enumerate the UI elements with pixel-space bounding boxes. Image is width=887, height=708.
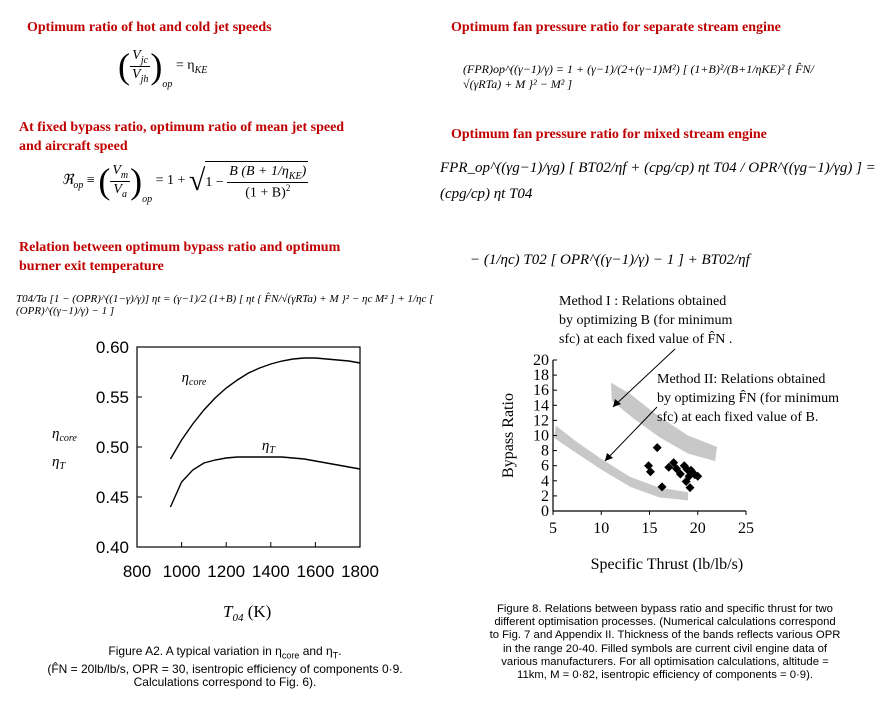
y-tick-label: 2 (541, 487, 549, 505)
caption-line: Calculations correspond to Fig. 6). (133, 675, 317, 690)
heading-optimum-jet-speed-ratio: Optimum ratio of hot and cold jet speeds (27, 20, 272, 35)
y-tick-label: 0.60 (95, 338, 129, 357)
annotation-method1: sfc) at each fixed value of F̂N . (559, 332, 733, 347)
figure-8-caption (450, 603, 880, 682)
eq-superscript: 2 (285, 182, 291, 193)
equation-bypass-burner: T04/Ta [1 − (OPR)^((1−γ)/γ)] ηt = (γ−1)/2 (1+B) [ ηt { F̂N/√(γRTa) + M }² − ηc M² ] + 1/ηc [ (OPR)^((γ−1)/γ) − 1 ] (16, 293, 434, 317)
caption-line: Figure A2. A typical variation in $\eta_{core}$ and $\eta_T$. (108, 644, 342, 661)
eq-text: ) (301, 163, 307, 179)
heading-separate-stream-fpr: Optimum fan pressure ratio for separate stream engine (451, 20, 781, 35)
equation-mixed-stream-fpr (440, 155, 880, 273)
caption-subscript: T (332, 650, 339, 661)
efficiency-chart (0, 325, 440, 635)
equation-jet-speed-ratio: ( $\frac{V_{jc}}{V_{jh}}$ )$_{op} = \eta_{KE}$ (118, 46, 208, 91)
annotation-method2: sfc) at each fixed value of B. (657, 410, 819, 425)
x-tick-label: 20 (689, 520, 706, 537)
x-tick-label: 1800 (341, 562, 379, 581)
caption-line: various manufacturers. For all optimisation calculations, altitude = (501, 655, 829, 668)
y-tick-label: 10 (533, 427, 549, 445)
eq-symbol: V (113, 181, 122, 197)
annotation-method1: by optimizing B (for minimum (559, 313, 733, 328)
y-axis-label-turbine: $\eta_T$ (52, 454, 66, 472)
eq-rhs: = 1 + (155, 173, 186, 189)
eq-subscript: jh (140, 73, 149, 85)
figure-a2-caption (25, 645, 425, 690)
annotation-method1: Method I : Relations obtained (559, 294, 727, 309)
eq-subscript: m (120, 169, 129, 181)
eq-text: (1 + B) (245, 185, 286, 201)
radicand (205, 161, 308, 201)
y-tick-label: 4 (541, 472, 549, 490)
eq-text: 1 − (205, 174, 224, 190)
x-tick-label: 1400 (251, 562, 290, 581)
y-axis-label-core: $\eta_{core}$ (52, 426, 77, 444)
curve-label-turbine: $\eta_T$ (261, 438, 275, 456)
heading-line: Relation between optimum bypass ratio and optimum (19, 240, 341, 255)
equation-mean-jet-speed: ℜ$_{op}$ ≡ ( $\frac{V_m}{V_a}$ )$_{op} = 1 + √1$ − $\frac{B (B + 1/\eta_{KE})}{(1 + B)^2}$ (62, 161, 307, 206)
eq-subscript: op (162, 79, 173, 91)
eq-subscript: jc (140, 54, 149, 66)
y-tick-label: 12 (533, 412, 549, 430)
eq-symbol: V (132, 47, 141, 63)
axis-label-subscript: T (59, 461, 66, 472)
caption-line: (F̂N = 20lb/lb/s, OPR = 30, isentropic efficiency of components 0·9. (47, 661, 403, 676)
caption-line: different optimisation processes. (Numerical calculations correspond (494, 616, 836, 629)
eq-subscript: op (73, 180, 84, 192)
x-axis-label: Specific Thrust (lb/lb/s) (590, 556, 744, 573)
heading-line: and aircraft speed (19, 139, 128, 154)
x-tick-label: 1200 (207, 562, 246, 581)
heading-line: At fixed bypass ratio, optimum ratio of mean jet speed (19, 120, 345, 135)
axis-label-unit: (K) (243, 602, 272, 621)
series-line (170, 457, 360, 507)
annotation-method2: Method II: Relations obtained (657, 372, 826, 387)
heading-line: burner exit temperature (19, 259, 164, 274)
y-tick-label: 20 (533, 352, 549, 369)
y-tick-label: 0 (541, 503, 549, 520)
x-tick-label: 5 (549, 520, 557, 537)
plot-frame (137, 347, 360, 547)
x-tick-label: 1000 (162, 562, 201, 581)
heading-mixed-stream-fpr: Optimum fan pressure ratio for mixed stream engine (451, 127, 767, 142)
curve-label-subscript: core (189, 377, 207, 388)
eq-text: B (B + 1/η (229, 163, 289, 179)
x-tick-label: 15 (641, 520, 658, 537)
axis-label-subscript: 04 (232, 612, 244, 624)
equation-line: − (1/ηc) T02 [ OPR^((γ−1)/γ) − 1 ] + BT02/ηf (470, 252, 750, 268)
x-tick-label: 10 (593, 520, 610, 537)
x-tick-label: 25 (738, 520, 754, 537)
eq-symbol: ℜ (62, 173, 74, 189)
caption-text: Figure A2. A typical variation in η (108, 644, 282, 658)
y-tick-label: 16 (533, 382, 549, 400)
y-tick-label: 6 (541, 457, 549, 475)
caption-line: to Fig. 7 and Appendix II. Thickness of the bands reflects various OPR (489, 629, 841, 642)
caption-line: Figure 8. Relations between bypass ratio and specific thrust for two (497, 603, 833, 615)
curve-label-subscript: T (269, 445, 275, 456)
eq-subscript: KE (288, 170, 302, 182)
caption-line: 11km, M = 0·82, isentropic efficiency of components = 0·9). (517, 669, 813, 682)
equation-separate-stream-fpr: (FPR)op^((γ−1)/γ) = 1 + (γ−1)/(2+(γ−1)M²) [ (1+B)²/(B+1/ηKE)² { F̂N/√(γRTa) + M }² − M² ] (463, 62, 814, 91)
equation-line: FPR_op^((γg−1)/γg) [ BT02/ηf + (cpg/cp) ηt T04 / OPR^((γg−1)/γg) ] = (cpg/cp) ηt T04 (440, 160, 876, 202)
y-axis-label: Bypass Ratio (500, 393, 517, 478)
eq-rhs: = η (175, 58, 195, 74)
chart2-plot (500, 294, 839, 573)
curve-label-core: $\eta_{core}$ (181, 370, 207, 388)
caption-line: in the range 20-40. Filled symbols are current civil engine data of (502, 642, 828, 655)
y-tick-label: 18 (533, 367, 549, 385)
engine-data-point (653, 443, 662, 452)
sqrt-sign: √ (188, 164, 206, 197)
heading-mean-jet-speed (19, 118, 344, 156)
x-tick-label: 800 (122, 562, 152, 581)
bypass-ratio-chart (445, 285, 885, 595)
y-tick-label: 0.55 (95, 388, 129, 407)
eq-subscript: KE (194, 65, 208, 77)
eq-subscript: op (142, 194, 153, 206)
x-tick-label: 1600 (296, 562, 335, 581)
y-tick-label: 14 (533, 397, 549, 415)
y-tick-label: 0.50 (95, 438, 129, 457)
annotation-method2: by optimizing F̂N (for minimum (657, 391, 839, 406)
caption-subscript: core (281, 650, 300, 661)
y-tick-label: 8 (541, 442, 549, 460)
y-tick-label: 0.45 (95, 488, 129, 507)
eq-symbol: V (112, 162, 121, 178)
axis-label-subscript: core (59, 433, 77, 444)
chart1-plot (52, 338, 379, 624)
heading-bypass-burner-relation (19, 238, 340, 276)
eq-symbol: V (132, 66, 141, 82)
eq-subscript: a (121, 188, 127, 200)
y-tick-label: 0.40 (95, 538, 129, 557)
eq-operator: ≡ (86, 173, 95, 189)
x-axis-label: $T_{04}$ (K) (223, 602, 272, 624)
